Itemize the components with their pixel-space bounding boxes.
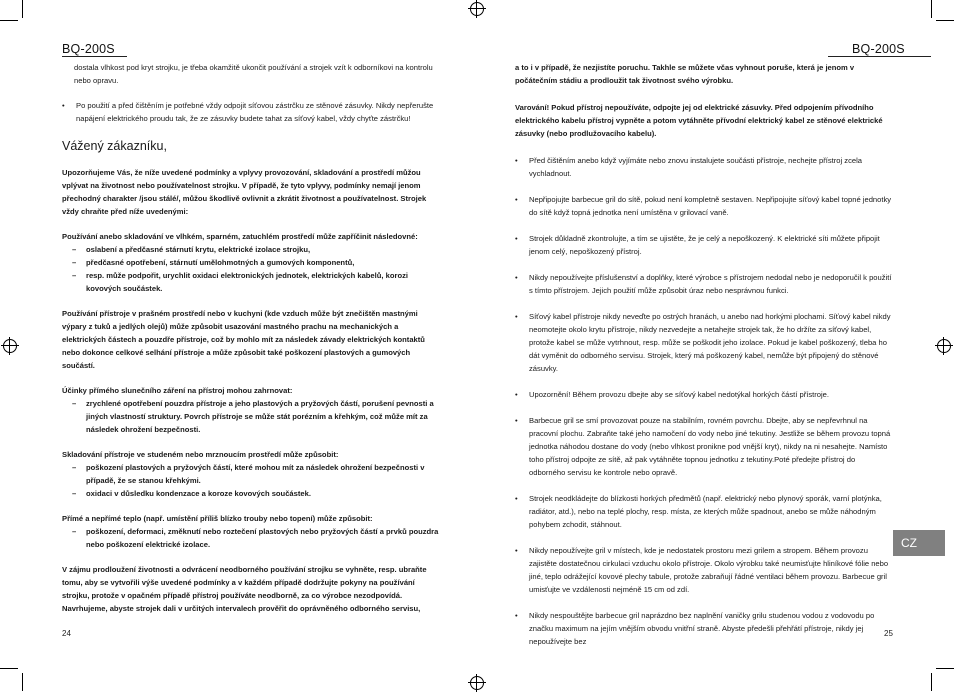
left-header-rule bbox=[62, 56, 127, 57]
warning-paragraph: Varování! Pokud přístroj nepoužíváte, odpojte jej od elektrické zásuvky. Před odpojením přívodního elektrického kabelu přístroj vypněte a potom vytáhněte přívodní elektrický kabel ze stěnové elektrické zásuvky (nebo prodlužovacího kabelu). bbox=[515, 103, 883, 138]
crop-mark bbox=[22, 673, 23, 691]
registration-mark-right bbox=[937, 339, 951, 353]
right-header-rule bbox=[828, 56, 931, 57]
language-tab: CZ bbox=[893, 530, 945, 556]
right-bullet-item: • Nepřipojujte barbecue gril do sítě, pokud není kompletně sestaven. Nepřipojujte síťový kabel topné jednotky do sítě když topná jednotka není umístěna v grilovací vaně. bbox=[515, 195, 892, 217]
right-bullet-item: • Strojek neodkládejte do blízkosti horkých předmětů (např. elektrický nebo plynový sporák, varní plotýnka, radiátor, atd.), nebo na teplé plochy, resp. místa, ze kterých může spadnout, anebo se může náhodným pohybem zchodit, stáhnout. bbox=[515, 494, 882, 529]
right-bullet-item: • Nikdy nepoužívejte gril v místech, kde je nedostatek prostoru mezi grilem a stropem. Během provozu zajistěte dostatečnou cirkulaci vzduchu okolo přístroje. Okolo výrobku také neumisťujte hliníkové fólie nebo jiné, teplo odrážející kovové plechy tabule, protože zabraňují řádné ventilaci během provozu. Barbecue gril umisťujte ve vzdálenosti nejméně 15 cm od zdí. bbox=[515, 546, 889, 594]
right-page-header: BQ-200S bbox=[852, 42, 905, 56]
bullet-glyph: • bbox=[62, 101, 65, 110]
right-bullet-item: • Barbecue gril se smí provozovat pouze na stabilním, rovném povrchu. Dbejte, aby se nepřevrhnul na pracovní plochu. Zabraňte také jeho namočení do vody nebo jiné tekutiny. Jestliže se během provozu topná jednotka náhodou dostane do vody (nebo vlhkost pronikne pod vnější kryt), nikdy na ni nesahejte. Namísto toho přístroj odpojte ze sítě, až pak vytáhněte topnou jednotku z tekutiny.Poté předejte přístroj do odborného servisu ke kontrole nebo opravě. bbox=[515, 416, 891, 477]
sunlight-title: Účinky přímého slunečního záření na přístroj mohou zahrnovat: bbox=[62, 386, 293, 395]
cold-title: Skladování přístroje ve studeném nebo mrznoucím prostředí může způsobit: bbox=[62, 450, 339, 459]
heat-title: Přímé a nepřímé teplo (např. umístění příliš blízko trouby nebo topení) může způsobit: bbox=[62, 514, 373, 523]
crop-mark bbox=[0, 20, 18, 21]
sunlight-item: – zrychlené opotřebení pouzdra přístroje a jeho plastových a pryžových částí, porušení pevnosti a jiných vlastností struktury. Povrch přístroje se může stát porézním a křehkým, což může mít za následek ohrožení bezpečnosti. bbox=[72, 399, 434, 434]
right-bullet-item: • Upozornění! Během provozu dbejte aby se síťový kabel nedotýkal horkých částí přístroje. bbox=[515, 390, 830, 399]
registration-mark-bottom bbox=[470, 676, 484, 690]
cold-item: – oxidaci v důsledku kondenzace a koroze kovových součástek. bbox=[72, 489, 311, 498]
heat-item: – poškození, deformaci, změknutí nebo roztečení plastových nebo pryžových částí a prvků pouzdra nebo poškození elektrické izolace. bbox=[72, 527, 439, 549]
right-bullet-item: • Síťový kabel přístroje nikdy neveďte po ostrých hranách, u anebo nad horkými plochami. Síťový kabel nikdy neomotejte okolo krytu přístroje, nikdy nezvedejte a netahejte strojek tak, že ho držíte za síťový kabel, protože kabel se může vytrhnout, resp. může se poškodit jeho izolace. Pokud je kabel poškozený, tleba ho dát vyměnit do odborného servisu. Strojek, který má poškozený kabel, nemůže být připojený do stěnové zásuvky. bbox=[515, 312, 891, 373]
right-intro-paragraph: a to i v případě, že nezjistíte poruchu. Takhle se můžete včas vyhnout poruše, která je jenom v počátečním stádiu a prodloužit tak životnost svého výrobku. bbox=[515, 63, 855, 85]
left-page-header: BQ-200S bbox=[62, 42, 115, 56]
lifetime-paragraph: V zájmu prodloužení životnosti a odvrácení neodborného používání strojku se vyhněte, resp. ubraňte tomu, aby se vytvořili výše uvedené podmínky a v každém případě dodržujte pokyny na používání strojku, protože v opačném případě přístroj používáte neodborně, za co výrobce nezodpovídá. Navrhujeme, abyste strojek dali v určitých intervalech prověřit do oprávněného odborného servisu, bbox=[62, 565, 427, 613]
humidity-item: – oslabení a předčasné stárnutí krytu, elektrické izolace strojku, bbox=[72, 245, 311, 254]
cold-item: – poškození plastových a pryžových částí, které mohou mít za následek ohrožení bezpečnosti v případě, že se stanou křehkými. bbox=[72, 463, 425, 485]
right-page-body bbox=[515, 61, 893, 661]
humidity-item: – předčasné opotřebení, stárnutí umělohmotných a gumových komponentů, bbox=[72, 258, 355, 267]
crop-mark bbox=[931, 0, 932, 18]
crop-mark bbox=[22, 0, 23, 18]
notice-paragraph: Upozorňujeme Vás, že níže uvedené podmínky a vplyvy provozování, skladování a prostředí můžou vplývat na životnost nebo používatelnost strojku. V případě, že tyto vplyvy, podmínky nemají jenom přechodný charakter /jsou stálé/, můžou škodlivě ovlivnit a zkrátit životnost a používatelnost. Strojek vždy chraňte před níže uvedenými: bbox=[62, 168, 427, 216]
dust-paragraph: Používání přístroje v prašném prostředí nebo v kuchyni (kde vzduch může být znečištěn mastnými výpary z tuků a jedlých olejů) může způsobit usazování mastného prachu na mechanických a elektrických částech a pouzdře přístroje, což by mohlo mít za následek závady elektrických kontaktů nebo dokonce celkové selhání přístroje a může způsobit také poškození plastových a gumových součástí. bbox=[62, 309, 425, 370]
humidity-item: – resp. může podpořit, urychlit oxidaci elektronických jednotek, elektrických kabelů, korozi kovových součástek. bbox=[72, 271, 408, 293]
left-intro-text: dostala vlhkost pod kryt strojku, je třeba okamžitě ukončit používání a strojek vzít k odborníkovi na kontrolu nebo opravu. bbox=[74, 63, 433, 85]
right-bullet-item: • Nikdy nespouštějte barbecue gril naprázdno bez naplnění vaničky grilu studenou vodou z vodovodu po značku maximum na jejím vnějším obvodu vnitřní straně. Abyste předešli přehřátí přístroje, nikdy jej nepoužívejte bez bbox=[515, 611, 875, 646]
crop-mark bbox=[0, 668, 18, 669]
registration-mark-left bbox=[3, 339, 17, 353]
left-page-body bbox=[62, 61, 440, 627]
right-bullet-item: • Strojek důkladně zkontrolujte, a tím se ujistěte, že je celý a nepoškozený. K elektrické síti můžete připojit jenom celý, nepoškozený přístroj. bbox=[515, 234, 880, 256]
crop-mark bbox=[936, 668, 954, 669]
left-page-number: 24 bbox=[62, 629, 71, 638]
crop-mark bbox=[931, 673, 932, 691]
crop-mark bbox=[936, 20, 954, 21]
left-bullet-text: Po použití a před čištěním je potřebné vždy odpojit síťovou zástrčku ze stěnové zásuvky. Nikdy nepřerušte napájení elektrického proudu tak, že ze zásuvky budete tahat za síťový kabel, vždy chyťte zástrčku! bbox=[76, 101, 434, 123]
left-bullet-item bbox=[62, 99, 440, 125]
right-page-number: 25 bbox=[884, 629, 893, 638]
right-bullet-item: • Před čištěním anebo když vyjímáte nebo znovu instalujete součásti přístroje, nechejte přístroj zcela vychladnout. bbox=[515, 156, 863, 178]
registration-mark-top bbox=[470, 2, 484, 16]
humidity-title: Používání anebo skladování ve vlhkém, sparném, zatuchlém prostředí může zapříčinit následovné: bbox=[62, 232, 418, 241]
greeting-heading: Vážený zákazníku, bbox=[62, 139, 167, 153]
right-bullet-item: • Nikdy nepoužívejte příslušenství a doplňky, které výrobce s přístrojem nedodal nebo je nedoporučil k použití s tímto přístrojem. Jejich použití může způsobit úraz nebo nesprávnou funkci. bbox=[515, 273, 892, 295]
